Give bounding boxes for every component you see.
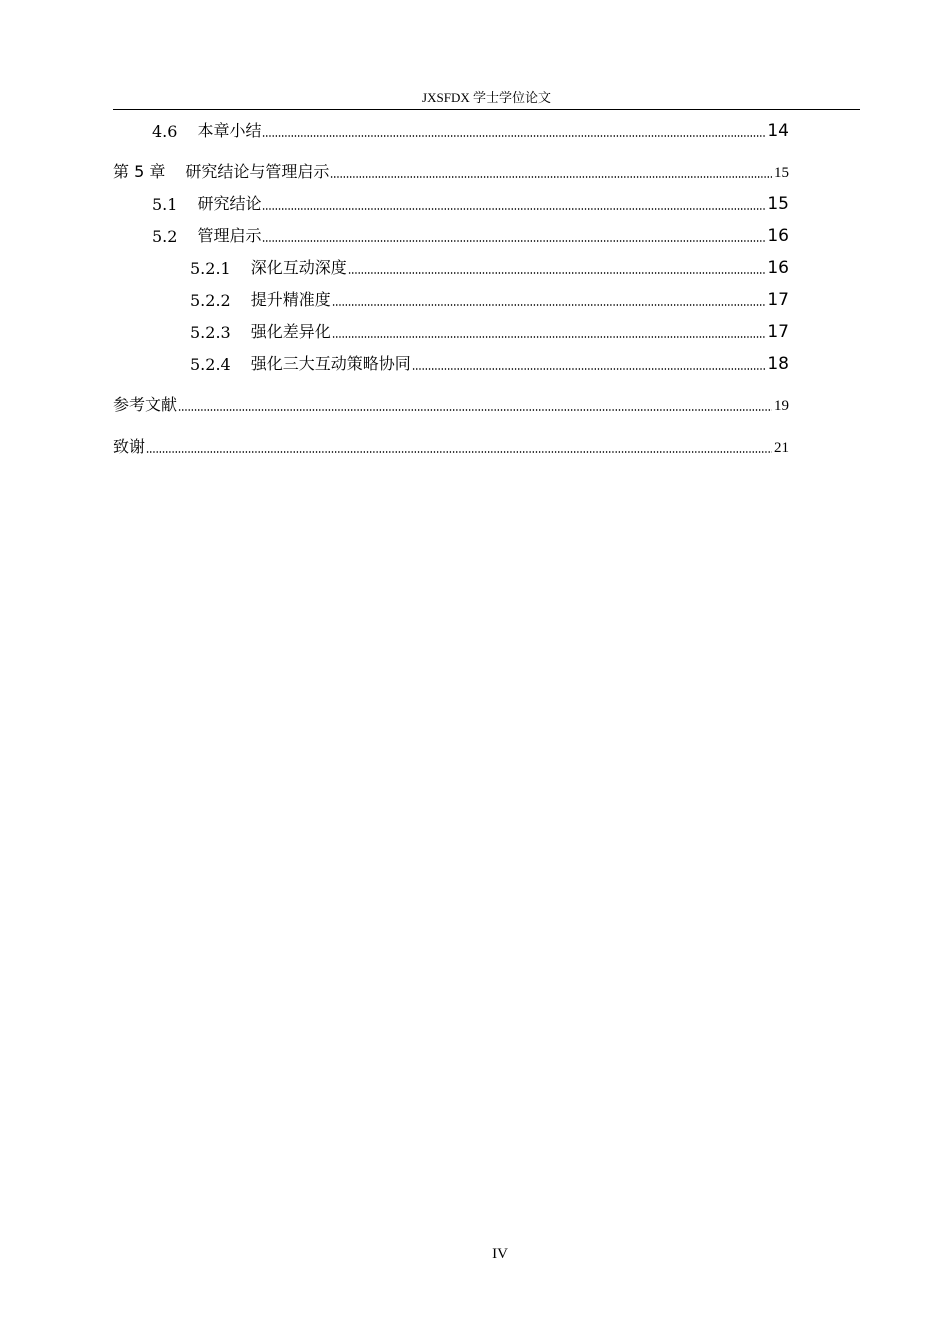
toc-entry-title: 研究结论与管理启示 <box>185 162 330 181</box>
toc-entry-number: 5.2.1 <box>190 259 231 278</box>
toc-entry-number: 4.6 <box>152 122 178 141</box>
page-number-text: IV <box>492 1246 508 1262</box>
page-number <box>0 1246 950 1263</box>
toc-dot-leader <box>412 368 766 370</box>
toc-entry-title: 本章小结 <box>197 121 262 140</box>
toc-entry-title: 强化三大互动策略协同 <box>250 354 411 373</box>
toc-entry-page: 19 <box>774 398 789 414</box>
header-title: JXSFDX 学士学位论文 <box>422 90 551 105</box>
header-rule <box>113 109 860 110</box>
toc-dot-leader <box>262 240 765 242</box>
toc-entry-5-1[interactable] <box>113 192 789 214</box>
toc-entry-5-2-1[interactable] <box>113 256 789 278</box>
toc-entry-page: 16 <box>767 258 789 278</box>
toc-entry-title: 深化互动深度 <box>250 258 347 277</box>
toc-entry-page: 18 <box>767 354 789 374</box>
toc-entry-references[interactable] <box>113 393 789 415</box>
toc-entry-acknowledgements[interactable] <box>113 435 789 457</box>
toc-entry-page: 14 <box>767 121 789 141</box>
toc-entry-chapter-5[interactable] <box>113 160 789 182</box>
toc-entry-title: 强化差异化 <box>250 322 331 341</box>
toc-dot-leader <box>178 409 772 411</box>
toc-dot-leader <box>330 176 772 178</box>
toc-entry-5-2-4[interactable] <box>113 352 789 374</box>
toc-entry-5-2-2[interactable] <box>113 288 789 310</box>
toc-entry-number: 5.2.4 <box>190 355 231 374</box>
toc-dot-leader <box>332 336 766 338</box>
toc-entry-number: 第 5 章 <box>113 162 166 181</box>
toc-dot-leader <box>262 135 765 137</box>
toc-entry-page: 15 <box>774 165 789 181</box>
toc-entry-title: 管理启示 <box>197 226 262 245</box>
toc-entry-page: 16 <box>767 226 789 246</box>
toc-entry-title: 提升精准度 <box>250 290 331 309</box>
toc-dot-leader <box>332 304 766 306</box>
toc-entry-5-2[interactable] <box>113 224 789 246</box>
toc-entry-5-2-3[interactable] <box>113 320 789 342</box>
toc-entry-page: 17 <box>767 290 789 310</box>
toc-entry-number: 5.1 <box>152 195 178 214</box>
page-header <box>113 90 860 106</box>
toc-entry-page: 21 <box>774 440 789 456</box>
toc-dot-leader <box>262 208 765 210</box>
toc-entry-title: 参考文献 <box>113 395 178 414</box>
toc-entry-title: 致谢 <box>113 437 146 456</box>
toc-entry-number: 5.2.2 <box>190 291 231 310</box>
toc-entry-title: 研究结论 <box>197 194 262 213</box>
toc-dot-leader <box>348 272 766 274</box>
toc-entry-number: 5.2.3 <box>190 323 231 342</box>
toc-entry-page: 15 <box>767 194 789 214</box>
toc-entry-4-6[interactable] <box>113 119 789 141</box>
toc-dot-leader <box>146 451 772 453</box>
toc-entry-number: 5.2 <box>152 227 178 246</box>
toc-entry-page: 17 <box>767 322 789 342</box>
